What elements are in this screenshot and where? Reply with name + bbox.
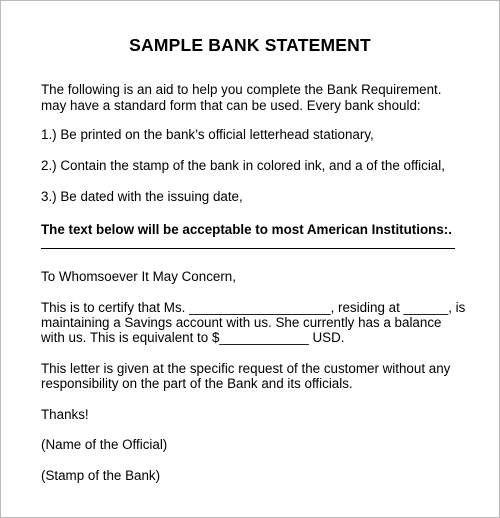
certify-line-2: maintaining a Savings account with us. She currently has a balance <box>41 315 442 330</box>
official-name-placeholder: (Name of the Official) <box>41 437 168 452</box>
intro-line-1: The following is an aid to help you complete the Bank Requirement. <box>41 82 442 97</box>
requirement-1: 1.) Be printed on the bank’s official letterhead stationary, <box>41 127 374 142</box>
bank-stamp-placeholder: (Stamp of the Bank) <box>41 468 161 483</box>
salutation: To Whomsoever It May Concern, <box>41 269 236 284</box>
intro-line-2: may have a standard form that can be used. Every bank should: <box>41 98 421 113</box>
acceptable-text-heading: The text below will be acceptable to most American Institutions:. <box>41 222 452 237</box>
thanks-text: Thanks! <box>41 407 89 422</box>
request-line-2: responsibility on the part of the Bank and its officials. <box>41 376 353 391</box>
certify-line-1: This is to certify that Ms. ___________________, residing at ______, is <box>41 300 466 315</box>
requirement-2: 2.) Contain the stamp of the bank in colored ink, and a of the official, <box>41 158 445 173</box>
certify-line-3: with us. This is equivalent to $____________ USD. <box>41 330 345 345</box>
signature-rule <box>41 248 455 249</box>
requirement-3: 3.) Be dated with the issuing date, <box>41 189 243 204</box>
document-title: SAMPLE BANK STATEMENT <box>129 35 371 55</box>
request-line-1: This letter is given at the specific request of the customer without any <box>41 361 451 376</box>
